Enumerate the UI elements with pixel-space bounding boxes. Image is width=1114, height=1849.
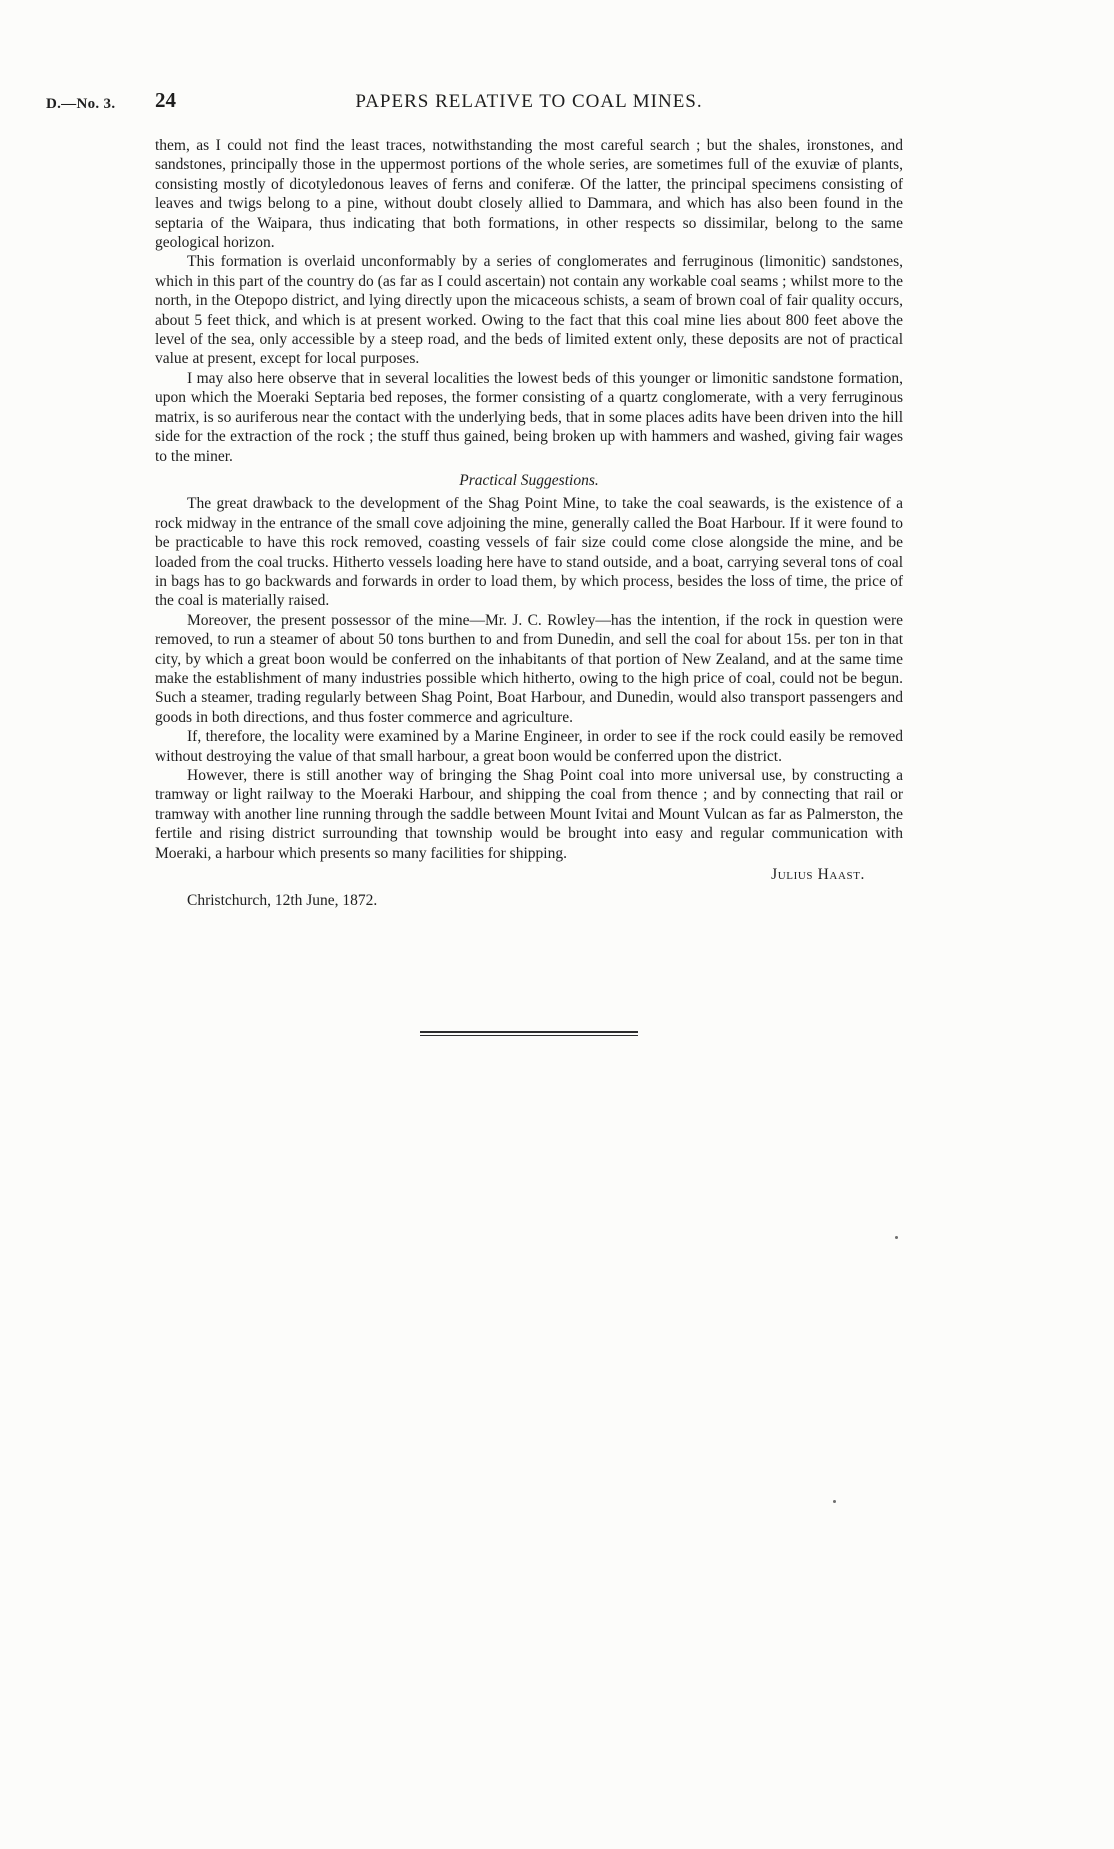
document-title: PAPERS RELATIVE TO COAL MINES. xyxy=(355,91,703,112)
section-paragraph-3: If, therefore, the locality were examined by a Marine Engineer, in order to see if the rock could easily be removed without destroying the value of that small harbour, a great boon would be conferred upon the district. xyxy=(155,728,903,765)
document-reference: D.—No. 3. xyxy=(46,96,116,112)
section-paragraph-1: The great drawback to the development of the Shag Point Mine, to take the coal seawards, is the existence of a rock midway in the entrance of the small cove adjoining the mine, generally called the Boat Harbour. If it were found to be practicable to have this rock removed, coasting vessels of fair size could come close alongside the mine, and be loaded from the coal trucks. Hitherto vessels loading here have to stand outside, and a boat, carrying several tons of coal in bags has to go backwards and forwards in order to load them, by which process, besides the loss of time, the price of the coal is materially raised. xyxy=(155,495,903,610)
page-number: 24 xyxy=(155,88,176,112)
dateline: Christchurch, 12th June, 1872. xyxy=(187,892,378,910)
section-paragraph-2: Moreover, the present possessor of the mine—Mr. J. C. Rowley—has the intention, if the rock in question were removed, to run a steamer of about 50 tons burthen to and from Dunedin, and sell the coal for about 15s. per ton in that city, by which a great boon would be conferred on the inhabitants of that portion of New Zealand, and at the same time make the establishment of many industries possible which hitherto, owing to the high price of coal, could not be begun. Such a steamer, trading regularly between Shag Point, Boat Harbour, and Dunedin, would also transport passengers and goods in both directions, and thus foster commerce and agriculture. xyxy=(155,611,903,726)
section-paragraph-4: However, there is still another way of bringing the Shag Point coal into more universal use, by constructing a tramway or light railway to the Moeraki Harbour, and shipping the coal from thence ; and by connecting that rail or tramway with another line running through the saddle between Mount Ivitai and Mount Vulcan as far as Palmerston, the fertile and rising district surrounding that township would be brought into easy and regular communication with Moeraki, a harbour which presents so many facilities for shipping. xyxy=(155,767,903,862)
end-rule-divider xyxy=(420,1031,638,1036)
body-paragraph-1: them, as I could not find the least traces, notwithstanding the most careful search ; but the shales, ironstones, and sandstones, principally those in the uppermost portions of the whole series, are sometimes full of the exuviæ of plants, consisting mostly of dicotyledonous leaves of ferns and coniferæ. Of the latter, the principal specimens consisting of leaves and twigs belong to a pine, without doubt closely allied to Dammara, and which has also been found in the septaria of the Waipara, thus indicating that both formations, in other respects so dissimilar, belong to the same geological horizon. xyxy=(155,137,903,252)
signature: Julius Haast. xyxy=(771,866,865,884)
scan-speck xyxy=(895,1236,898,1239)
scan-speck xyxy=(833,1500,836,1503)
document-body xyxy=(155,136,903,911)
body-paragraph-2: This formation is overlaid unconformably by a series of conglomerates and ferruginous (limonitic) sandstones, which in this part of the country do (as far as I could ascertain) not contain any workable coal seams ; whilst more to the north, in the Otepopo district, and lying directly upon the micaceous schists, a seam of brown coal of fair quality occurs, about 5 feet thick, and which is at present worked. Owing to the fact that this coal mine lies about 800 feet above the level of the sea, only accessible by a steep road, and the beds of limited extent only, these deposits are not of practical value at present, except for local purposes. xyxy=(155,253,903,368)
section-heading: Practical Suggestions. xyxy=(459,471,599,489)
body-paragraph-3: I may also here observe that in several localities the lowest beds of this younger or limonitic sandstone formation, upon which the Moeraki Septaria bed reposes, the former consisting of a quartz conglomerate, with a very ferruginous matrix, is so auriferous near the contact with the underlying beds, that in some places adits have been driven into the hill side for the extraction of the rock ; the stuff thus gained, being broken up with hammers and washed, giving fair wages to the miner. xyxy=(155,369,903,465)
